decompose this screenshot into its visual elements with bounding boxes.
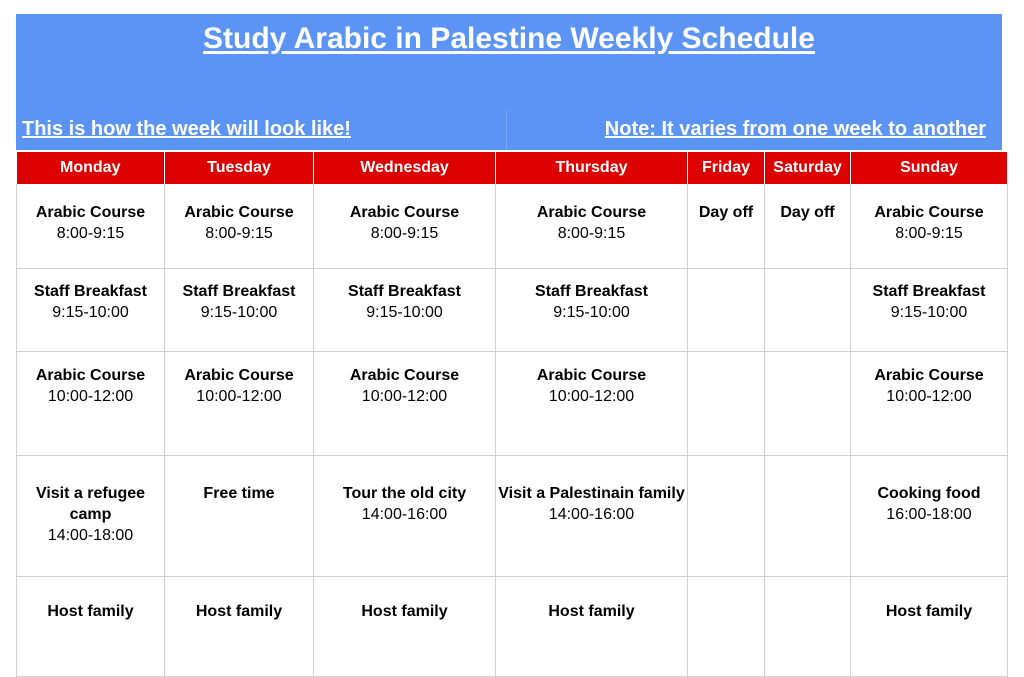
schedule-cell — [165, 184, 314, 269]
day-header: Thursday — [496, 152, 688, 184]
day-header: Friday — [688, 152, 765, 184]
schedule-cell — [851, 269, 1008, 352]
schedule-cell — [765, 269, 851, 352]
schedule-cell — [851, 352, 1008, 456]
schedule-cell — [496, 352, 688, 456]
activity-label: Staff Breakfast — [535, 283, 648, 300]
schedule-cell — [688, 269, 765, 352]
activity-label: Staff Breakfast — [348, 283, 461, 300]
schedule-cell — [314, 184, 496, 269]
time-label: 10:00-12:00 — [196, 388, 282, 405]
activity-label: Staff Breakfast — [34, 283, 147, 300]
schedule-cell — [314, 456, 496, 577]
schedule-cell — [765, 184, 851, 269]
schedule-cell — [165, 456, 314, 577]
activity-label: Host family — [361, 603, 448, 620]
time-label: 8:00-9:15 — [557, 225, 626, 242]
time-label: 8:00-9:15 — [370, 225, 439, 242]
schedule-cell — [17, 456, 165, 577]
schedule-cell — [688, 352, 765, 456]
schedule-cell — [851, 184, 1008, 269]
schedule-cell — [165, 577, 314, 677]
activity-label: Arabic Course — [184, 204, 294, 221]
activity-label: Arabic Course — [349, 367, 460, 384]
schedule-cell — [165, 269, 314, 352]
time-label: 10:00-12:00 — [886, 388, 972, 405]
day-header-row — [17, 152, 1008, 184]
day-header: Wednesday — [314, 152, 496, 184]
time-label: 9:15-10:00 — [890, 304, 968, 321]
activity-label: Day off — [780, 204, 835, 221]
schedule-cell — [688, 456, 765, 577]
activity-label: Arabic Course — [536, 367, 647, 384]
time-label: 8:00-9:15 — [895, 225, 963, 242]
header-banner — [16, 14, 1002, 150]
day-header: Tuesday — [165, 152, 314, 184]
time-label: 10:00-12:00 — [548, 388, 635, 405]
schedule-cell — [496, 456, 688, 577]
time-label: 9:15-10:00 — [52, 304, 129, 321]
day-header: Monday — [17, 152, 165, 184]
activity-label: Free time — [203, 485, 275, 502]
time-label: 10:00-12:00 — [47, 388, 134, 405]
time-label: 8:00-9:15 — [56, 225, 125, 242]
activity-label: Visit a Palestinain family — [498, 485, 685, 502]
day-header: Saturday — [765, 152, 851, 184]
time-label: 10:00-12:00 — [361, 388, 448, 405]
activity-label: Arabic Course — [536, 204, 647, 221]
activity-label: Staff Breakfast — [872, 283, 986, 300]
schedule-cell — [17, 269, 165, 352]
day-header: Sunday — [851, 152, 1008, 184]
schedule-cell — [314, 352, 496, 456]
activity-label: Arabic Course — [35, 204, 146, 221]
schedule-cell — [851, 577, 1008, 677]
activity-label: Host family — [47, 603, 134, 620]
schedule-cell — [314, 577, 496, 677]
activity-label: Arabic Course — [184, 367, 294, 384]
schedule-cell — [17, 184, 165, 269]
banner-divider — [506, 110, 507, 150]
schedule-row — [17, 352, 1008, 456]
time-label: 14:00-16:00 — [361, 506, 448, 523]
schedule-cell — [765, 577, 851, 677]
schedule-cell — [314, 269, 496, 352]
schedule-row — [17, 184, 1008, 269]
schedule-cell — [688, 577, 765, 677]
time-label: 9:15-10:00 — [200, 304, 278, 321]
activity-label: Arabic Course — [874, 367, 984, 384]
schedule-cell — [496, 184, 688, 269]
schedule-cell — [17, 352, 165, 456]
activity-label: Host family — [195, 603, 283, 620]
activity-label: Tour the old city — [342, 485, 467, 502]
time-label: 8:00-9:15 — [205, 225, 273, 242]
schedule-row — [17, 269, 1008, 352]
time-label: 9:15-10:00 — [366, 304, 443, 321]
time-label: 14:00-16:00 — [548, 506, 635, 523]
schedule-row — [17, 456, 1008, 577]
subtitle-left: This is how the week will look like! — [22, 118, 351, 140]
activity-label: Host family — [548, 603, 635, 620]
time-label: 9:15-10:00 — [553, 304, 630, 321]
schedule-cell — [851, 456, 1008, 577]
activity-label: Arabic Course — [874, 204, 984, 221]
activity-label: Arabic Course — [35, 367, 146, 384]
schedule-row — [17, 577, 1008, 677]
schedule-cell — [17, 577, 165, 677]
schedule-cell — [496, 577, 688, 677]
activity-label: Visit a refugee camp — [35, 485, 146, 523]
schedule-cell — [765, 456, 851, 577]
activity-label: Staff Breakfast — [182, 283, 296, 300]
time-label: 14:00-18:00 — [47, 527, 134, 544]
page-title: Study Arabic in Palestine Weekly Schedule — [203, 22, 815, 55]
schedule-cell — [765, 352, 851, 456]
activity-label: Arabic Course — [349, 204, 460, 221]
time-label: 16:00-18:00 — [886, 506, 972, 523]
activity-label: Host family — [885, 603, 973, 620]
activity-label: Day off — [698, 204, 754, 221]
schedule-cell — [496, 269, 688, 352]
schedule-cell — [688, 184, 765, 269]
schedule-cell — [165, 352, 314, 456]
schedule-table — [16, 152, 1008, 677]
activity-label: Cooking food — [877, 485, 981, 502]
subtitle-right: Note: It varies from one week to another — [604, 118, 986, 140]
